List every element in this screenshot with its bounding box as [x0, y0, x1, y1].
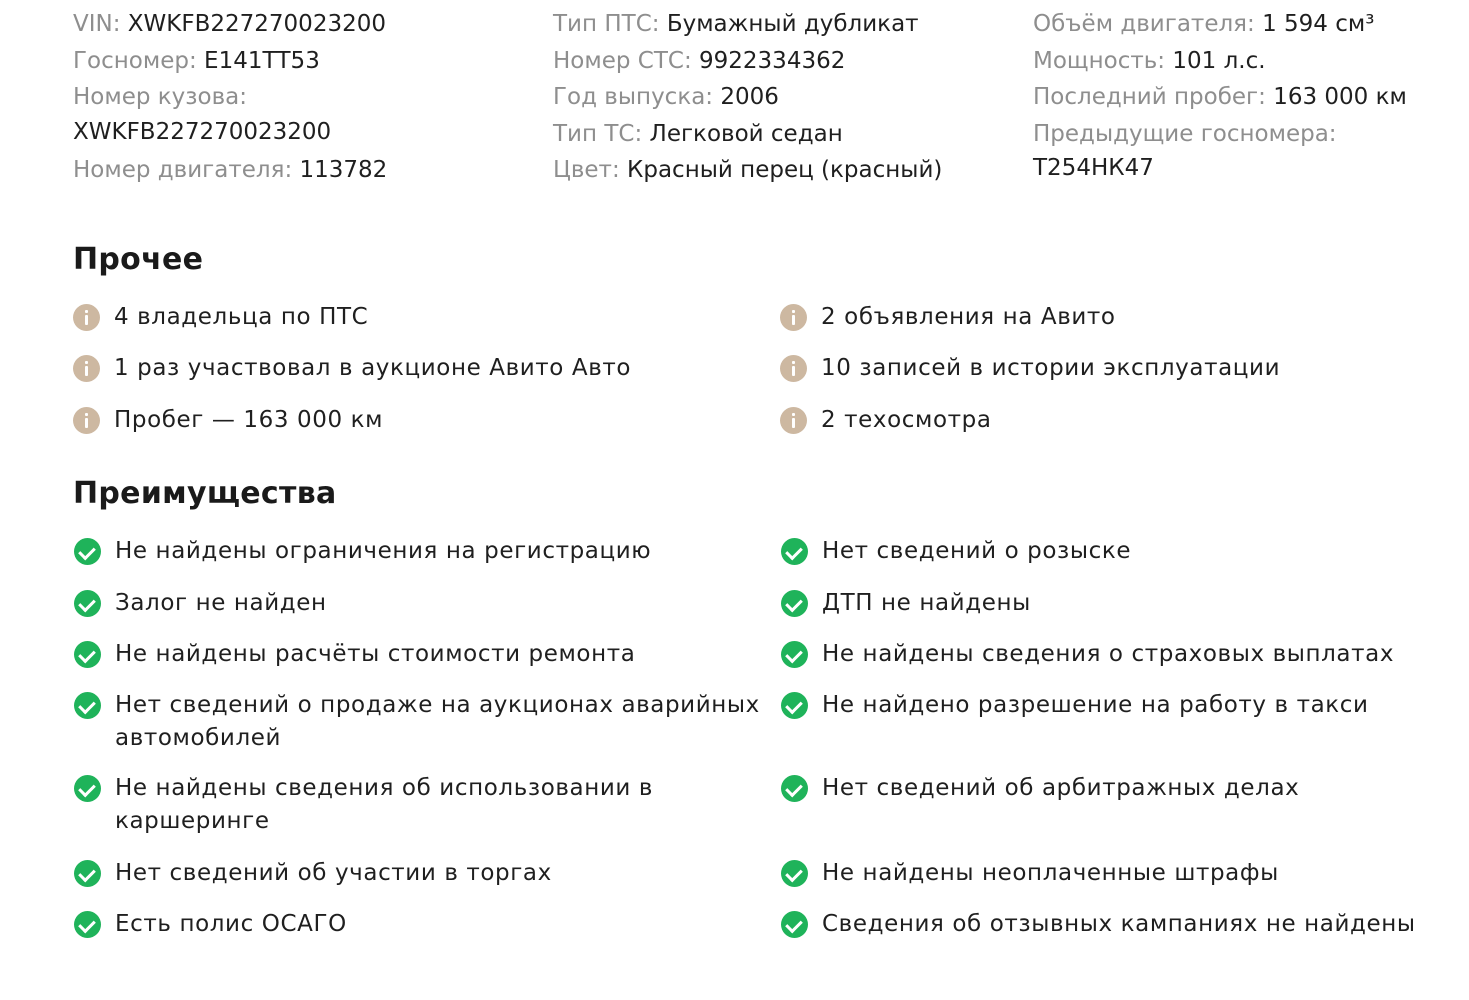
check-icon	[74, 538, 101, 565]
spec-previous-plates	[1033, 116, 1463, 185]
check-icon	[74, 641, 101, 668]
list-item	[780, 404, 1450, 437]
check-icon	[781, 641, 808, 668]
check-icon	[781, 775, 808, 802]
check-icon	[74, 911, 101, 938]
list-item	[781, 689, 1461, 722]
spec-value: Красный перец (красный)	[627, 157, 943, 183]
spec-vin	[73, 6, 513, 43]
spec-value: XWKFB227270023200	[73, 118, 332, 145]
spec-value: 9922334362	[699, 47, 846, 74]
item-text: 10 записей в истории эксплуатации	[821, 355, 1281, 381]
info-icon	[780, 355, 807, 382]
item-text: Есть полис ОСАГО	[115, 911, 347, 937]
info-icon	[780, 407, 807, 434]
spec-pts-type	[553, 6, 1003, 43]
check-icon	[74, 590, 101, 617]
item-text: 2 техосмотра	[821, 407, 992, 433]
spec-value: XWKFB227270023200	[127, 11, 386, 37]
spec-power	[1033, 43, 1463, 80]
spec-label: Год выпуска:	[553, 84, 714, 110]
check-icon	[74, 775, 101, 802]
spec-label: Тип ПТС:	[553, 11, 660, 37]
spec-body-number	[73, 79, 513, 148]
spec-label: Номер двигателя:	[73, 156, 293, 183]
item-text: Не найдены ограничения на регистрацию	[115, 538, 652, 564]
spec-value: 163 000 км	[1273, 84, 1407, 110]
spec-label: Номер кузова:	[73, 84, 247, 110]
spec-value: Бумажный дубликат	[666, 11, 919, 37]
vehicle-specs	[0, 6, 1469, 196]
spec-label: Номер СТС:	[553, 47, 692, 74]
item-text: Не найдены расчёты стоимости ремонта	[115, 641, 636, 667]
item-text: Не найдены неоплаченные штрафы	[822, 860, 1279, 886]
list-item	[74, 772, 664, 838]
list-item	[74, 857, 764, 890]
spec-sts-number	[553, 43, 1003, 80]
spec-label: Предыдущие госномера:	[1033, 120, 1337, 147]
spec-label: Цвет:	[553, 157, 620, 183]
section-title-other: Прочее	[73, 242, 204, 277]
spec-engine-number	[73, 152, 513, 189]
check-icon	[74, 692, 101, 719]
info-icon	[780, 304, 807, 331]
item-text: Сведения об отзывных кампаниях не найдены	[822, 911, 1416, 937]
item-text: Залог не найден	[115, 590, 327, 616]
check-icon	[781, 692, 808, 719]
spec-label: Объём двигателя:	[1033, 11, 1255, 37]
spec-label: Мощность:	[1033, 47, 1166, 74]
info-icon	[73, 304, 100, 331]
specs-column-3	[1033, 6, 1463, 188]
section-title-advantages: Преимущества	[73, 476, 337, 511]
specs-column-1	[73, 6, 513, 188]
spec-year	[553, 79, 1003, 116]
list-item	[74, 638, 764, 671]
check-icon	[781, 911, 808, 938]
item-text: 2 объявления на Авито	[821, 304, 1116, 330]
spec-label: Последний пробег:	[1033, 84, 1266, 110]
item-text: Пробег — 163 000 км	[114, 407, 384, 433]
item-text: Нет сведений о розыске	[822, 538, 1132, 564]
item-text: Нет сведений об арбитражных делах	[822, 775, 1300, 801]
item-text: Нет сведений о продаже на аукционах аварийных автомобилей	[115, 692, 760, 751]
check-icon	[781, 538, 808, 565]
item-text: Не найдены сведения об использовании в каршеринге	[115, 775, 654, 834]
check-icon	[781, 590, 808, 617]
list-item	[73, 352, 753, 385]
info-icon	[73, 407, 100, 434]
info-icon	[73, 355, 100, 382]
list-item	[781, 587, 1461, 620]
item-text: Не найдено разрешение на работу в такси	[822, 692, 1369, 718]
list-item	[74, 689, 764, 755]
check-icon	[781, 860, 808, 887]
list-item	[781, 857, 1461, 890]
list-item	[781, 772, 1461, 805]
spec-value: 101 л.с.	[1172, 47, 1266, 74]
spec-value: 2006	[720, 84, 779, 110]
spec-label: Госномер:	[73, 47, 197, 74]
spec-vehicle-type	[553, 116, 1003, 153]
item-text: Не найдены сведения о страховых выплатах	[822, 641, 1395, 667]
list-item	[74, 908, 764, 941]
spec-label: VIN:	[73, 11, 121, 37]
list-item	[781, 535, 1461, 568]
item-text: 1 раз участвовал в аукционе Авито Авто	[114, 355, 632, 381]
list-item	[74, 587, 764, 620]
list-item	[73, 301, 753, 334]
item-text: ДТП не найдены	[822, 590, 1031, 616]
spec-value: Легковой седан	[649, 120, 843, 147]
spec-last-mileage	[1033, 79, 1463, 116]
spec-color	[553, 152, 1003, 189]
specs-column-2	[553, 6, 1003, 189]
spec-engine-volume	[1033, 6, 1463, 43]
list-item	[780, 352, 1450, 385]
spec-value: Е141ТТ53	[204, 47, 320, 74]
list-item	[73, 404, 753, 437]
spec-value: 1 594 см³	[1262, 11, 1375, 37]
spec-value: Т254НК47	[1033, 155, 1154, 181]
spec-label: Тип ТС:	[553, 120, 643, 147]
list-item	[781, 638, 1461, 671]
spec-value: 113782	[299, 156, 388, 183]
item-text: 4 владельца по ПТС	[114, 304, 369, 330]
check-icon	[74, 860, 101, 887]
list-item	[74, 535, 764, 568]
spec-plate	[73, 43, 513, 80]
list-item	[780, 301, 1450, 334]
list-item	[781, 908, 1465, 941]
item-text: Нет сведений об участии в торгах	[115, 860, 552, 886]
